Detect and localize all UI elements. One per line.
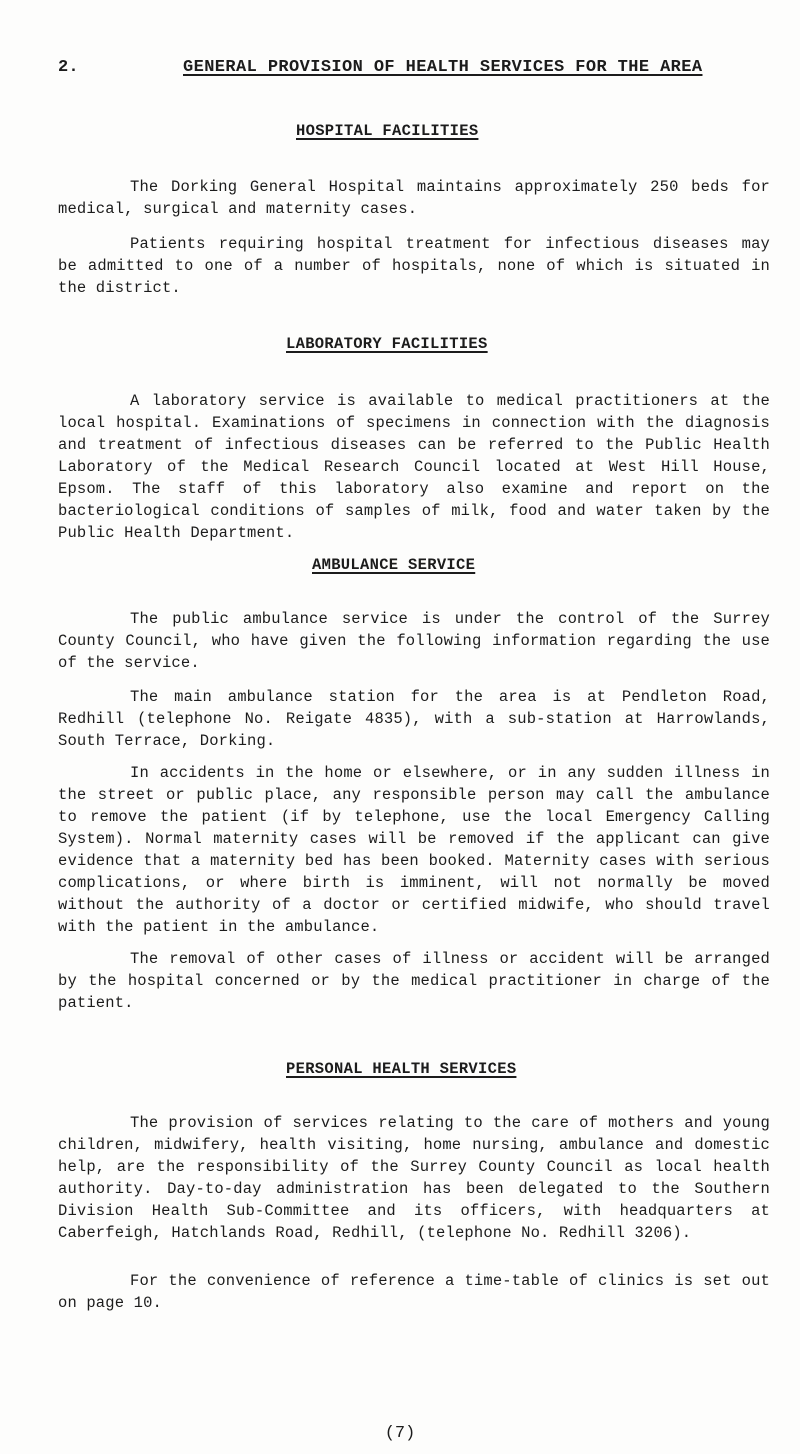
ambulance-paragraph-2	[58, 686, 770, 752]
hospital-paragraph-1-text: The Dorking General Hospital maintains approximately 250 beds for medical, surgical and maternity cases.	[58, 178, 770, 218]
hospital-paragraph-2	[58, 233, 770, 299]
hospital-paragraph-1	[58, 176, 770, 220]
ambulance-paragraph-4-text: The removal of other cases of illness or accident will be arranged by the hospital concerned or by the medical practitioner in charge of the patient.	[58, 950, 770, 1012]
laboratory-facilities-heading: LABORATORY FACILITIES	[286, 335, 488, 353]
ambulance-paragraph-4	[58, 948, 770, 1014]
ambulance-service-heading: AMBULANCE SERVICE	[312, 556, 476, 574]
personal-paragraph-2-text: For the convenience of reference a time-table of clinics is set out on page 10.	[58, 1272, 770, 1312]
ambulance-paragraph-1	[58, 608, 770, 674]
hospital-facilities-heading: HOSPITAL FACILITIES	[296, 122, 479, 140]
personal-paragraph-2	[58, 1270, 770, 1314]
ambulance-paragraph-1-text: The public ambulance service is under the control of the Surrey County Council, who have given the following information regarding the use of the service.	[58, 610, 770, 672]
personal-paragraph-1	[58, 1112, 770, 1244]
running-title: GENERAL PROVISION OF HEALTH SERVICES FOR THE AREA	[183, 58, 703, 77]
hospital-paragraph-2-text: Patients requiring hospital treatment for infectious diseases may be admitted to one of a number of hospitals, none of which is situated in the district.	[58, 235, 770, 297]
ambulance-paragraph-3	[58, 762, 770, 938]
page-number: 2.	[58, 58, 79, 77]
personal-paragraph-1-text: The provision of services relating to the care of mothers and young children, midwifery, health visiting, home nursing, ambulance and domestic help, are the responsibility of the Surrey County Council as local health authority. Day-to-day administration has been delegated to the Southern Division Health Sub-Committee and its officers, with headquarters at Caberfeigh, Hatchlands Road, Redhill, (telephone No. Redhill 3206).	[58, 1114, 770, 1242]
ambulance-paragraph-2-text: The main ambulance station for the area is at Pendleton Road, Redhill (telephone No. Reigate 4835), with a sub-station at Harrowlands, South Terrace, Dorking.	[58, 688, 770, 750]
laboratory-paragraph-1	[58, 390, 770, 544]
ambulance-paragraph-3-text: In accidents in the home or elsewhere, or in any sudden illness in the street or public place, any responsible person may call the ambulance to remove the patient (if by telephone, use the local Emergency Calling System). Normal maternity cases will be removed if the applicant can give evidence that a maternity bed has been booked. Maternity cases with serious complications, or where birth is imminent, will not normally be moved without the authority of a doctor or certified midwife, who should travel with the patient in the ambulance.	[58, 764, 770, 936]
footer-page-number: (7)	[384, 1424, 416, 1443]
laboratory-paragraph-1-text: A laboratory service is available to medical practitioners at the local hospital. Examinations of specimens in connection with the diagnosis and treatment of infectious diseases can be referred to the Public Health Laboratory of the Medical Research Council located at West Hill House, Epsom. The staff of this laboratory also examine and report on the bacteriological conditions of samples of milk, food and water taken by the Public Health Department.	[58, 392, 770, 542]
personal-health-services-heading: PERSONAL HEALTH SERVICES	[286, 1060, 517, 1078]
